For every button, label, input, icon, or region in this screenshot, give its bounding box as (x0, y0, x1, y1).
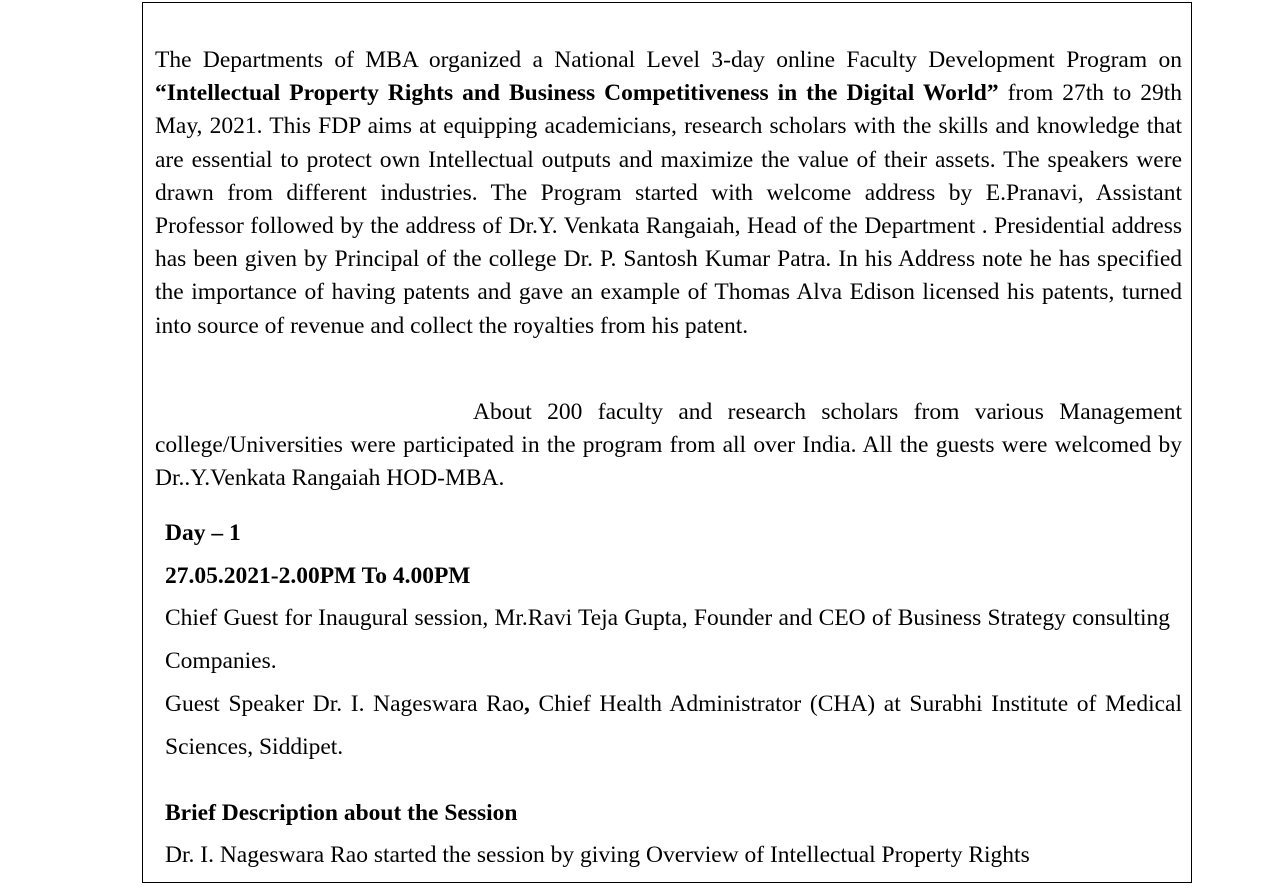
participants-paragraph: About 200 faculty and research scholars from various Management college/Universities were participated in the program from all over India. All the guests were welcomed by Dr..Y.Venkata Rangaiah HOD-MBA. (155, 399, 1182, 492)
intro-paragraph (155, 44, 1182, 343)
guest-speaker-details: Chief Health Administrator (CHA) at Surabhi Institute of Medical Sciences, Siddipet. (165, 691, 1182, 761)
chief-guest-paragraph: Chief Guest for Inaugural session, Mr.Ravi Teja Gupta, Founder and CEO of Business Strategy consulting Companies. (165, 605, 1170, 675)
program-title: “Intellectual Property Rights and Business Competitiveness in the Digital World” (155, 80, 999, 107)
guest-speaker-comma: , (524, 691, 530, 717)
day-heading: Day – 1 (165, 520, 241, 546)
session-description: Dr. I. Nageswara Rao started the session by giving Overview of Intellectual Property Rights (165, 842, 1030, 868)
guest-speaker-paragraph (165, 683, 1182, 769)
brief-description-heading: Brief Description about the Session (165, 800, 518, 826)
session-time: 27.05.2021-2.00PM To 4.00PM (165, 563, 471, 589)
intro-text-start: The Departments of MBA organized a National Level 3-day online Faculty Development Program on (155, 47, 1182, 73)
intro-text-end: from 27th to 29th May, 2021. This FDP aims at equipping academicians, research scholars with the skills and knowledge that are essential to protect own Intellectual outputs and maximize the value of their assets. The speakers were drawn from different industries. The Program started with welcome address by E.Pranavi, Assistant Professor followed by the address of Dr.Y. Venkata Rangaiah, Head of the Department . Presidential address has been given by Principal of the college Dr. P. Santosh Kumar Patra. In his Address note he has specified the importance of having patents and gave an example of Thomas Alva Edison licensed his patents, turned into source of revenue and collect the royalties from his patent. (155, 80, 1182, 339)
guest-speaker-name: Guest Speaker Dr. I. Nageswara Rao (165, 691, 525, 717)
